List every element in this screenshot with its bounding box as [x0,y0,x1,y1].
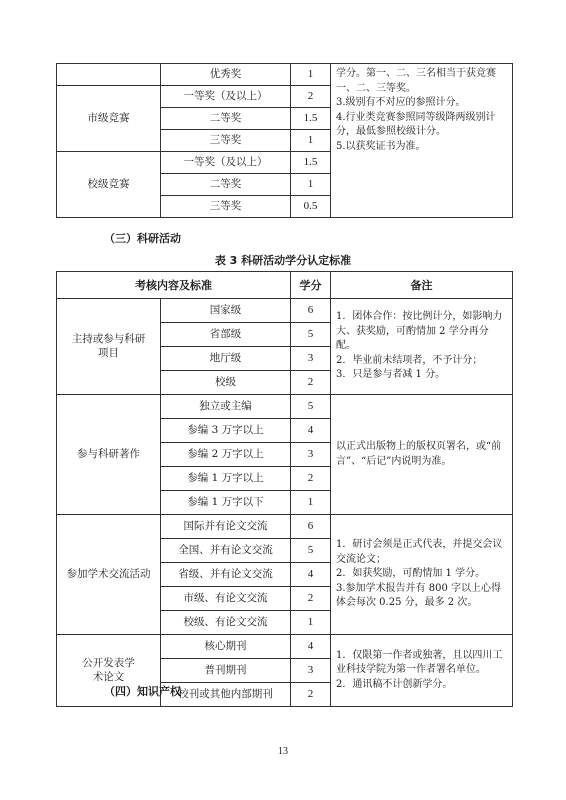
note-line: 5.以获奖证书为准。 [336,140,426,152]
table-header-row [57,272,513,299]
item-cell: 参编 1 万字以下 [161,491,291,515]
column-header-note: 备注 [331,272,513,299]
note-line: 学分。第一、二、三名相当于获竞赛一、二、三等奖。 [336,68,496,94]
section-heading: （三）科研活动 [104,232,181,245]
credit-cell: 2 [291,683,331,707]
note-line: 1．研讨会须是正式代表，并提交会议交流论文； [336,539,503,565]
note-line: 1．仅限第一作者或独著，且以四川工业科技学院为第一作者署名单位。 [336,649,503,676]
category-cell: 参加学术交流活动 [57,515,161,635]
credit-cell: 5 [291,395,331,419]
item-cell: 校级 [161,371,291,395]
credit-cell: 5 [291,323,331,347]
item-cell: 校刊或其他内部期刊 [161,683,291,707]
category-cell: 市级竞赛 [57,86,161,152]
item-cell: 全国、并有论文交流 [161,539,291,563]
item-cell: 省部级 [161,323,291,347]
research-credit-table [56,271,513,707]
note-line: 1．团体合作：按比例计分，如影响力大、获奖励，可酌情加 2 学分再分配。 [336,311,503,352]
column-header-credit: 学分 [291,272,331,299]
table-row [57,395,513,419]
note-cell [331,64,513,218]
credit-cell: 1.5 [291,152,331,174]
award-level-cell: 一等奖（及以上） [161,152,291,174]
credit-cell: 1 [291,64,331,86]
category-cell [57,64,161,86]
credit-cell: 2 [291,587,331,611]
item-cell: 核心期刊 [161,635,291,659]
item-cell: 省级、并有论文交流 [161,563,291,587]
credit-cell: 3 [291,347,331,371]
note-line: 4.行业类竞赛参照同等级降两级别计分，最低参照校级计分。 [336,111,496,137]
credit-cell: 1 [291,130,331,152]
item-cell: 普刊期刊 [161,659,291,683]
credit-cell: 4 [291,419,331,443]
item-cell: 参编 2 万字以上 [161,443,291,467]
award-level-cell: 一等奖（及以上） [161,86,291,108]
note-cell [331,395,513,515]
award-credit-table-continued [56,63,513,218]
credit-cell: 2 [291,86,331,108]
credit-cell: 4 [291,635,331,659]
credit-cell: 6 [291,299,331,323]
table-row [57,64,513,86]
table-caption: 表 3 科研活动学分认定标准 [214,254,352,267]
note-line: 2．如获奖励，可酌情加 1 学分。 [336,568,486,580]
credit-cell: 1 [291,491,331,515]
note-line: 以正式出版物上的版权页署名，或“前言”、“后记”内说明为准。 [336,441,502,467]
award-level-cell: 二等奖 [161,108,291,130]
item-cell: 独立或主编 [161,395,291,419]
category-cell: 校级竞赛 [57,152,161,218]
credit-cell: 1 [291,174,331,196]
item-cell: 国家级 [161,299,291,323]
award-level-cell: 二等奖 [161,174,291,196]
credit-cell: 3 [291,659,331,683]
credit-cell: 0.5 [291,196,331,218]
note-line: 3．只是参与者减 1 分。 [336,369,446,381]
credit-cell: 3 [291,443,331,467]
page-number: 13 [278,746,288,757]
credit-cell: 5 [291,539,331,563]
credit-cell: 4 [291,563,331,587]
note-line: 3.级别有不对应的参照计分。 [336,97,466,108]
category-cell: 主持或参与科研项目 [57,299,161,395]
category-cell: 参与科研著作 [57,395,161,515]
credit-cell: 2 [291,467,331,491]
award-level-cell: 三等奖 [161,130,291,152]
credit-cell: 1 [291,611,331,635]
item-cell: 校级、有论文交流 [161,611,291,635]
category-cell: 公开发表学术论文 [57,635,161,707]
note-cell [331,515,513,635]
table-row [57,635,513,659]
item-cell: 市级、有论文交流 [161,587,291,611]
table-row [57,515,513,539]
note-line: 2．毕业前未结项者，不予计分； [336,354,483,366]
item-cell: 参编 3 万字以上 [161,419,291,443]
credit-cell: 6 [291,515,331,539]
award-level-cell: 三等奖 [161,196,291,218]
section-heading: （四）知识产权 [104,685,181,698]
credit-cell: 2 [291,371,331,395]
note-cell [331,299,513,395]
column-header-content: 考核内容及标准 [57,272,291,299]
note-cell [331,635,513,707]
note-line: 3.参加学术报告并有 800 字以上心得体会每次 0.25 分，最多 2 次。 [336,582,501,609]
note-line: 2．通讯稿不计创新学分。 [336,678,453,690]
table-row [57,299,513,323]
item-cell: 参编 1 万字以上 [161,467,291,491]
award-level-cell: 优秀奖 [161,64,291,86]
credit-cell: 1.5 [291,108,331,130]
item-cell: 地厅级 [161,347,291,371]
item-cell: 国际并有论文交流 [161,515,291,539]
